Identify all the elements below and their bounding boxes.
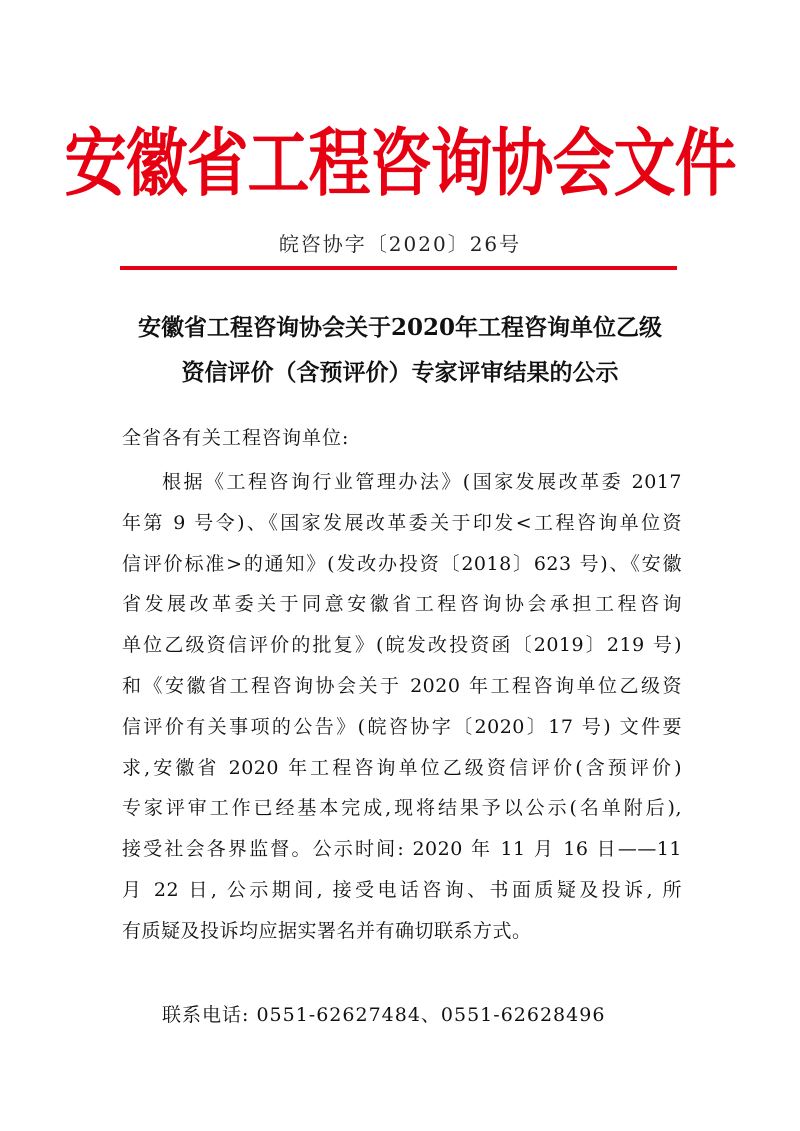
body-line: 根据《工程咨询行业管理办法》(国家发展改革委 2017 <box>162 471 682 493</box>
body-paragraph <box>122 462 682 952</box>
letterhead-title: 安徽省工程咨询协会文件 <box>64 120 736 207</box>
contact-phone: 联系电话: 0551-62627484、0551-62628496 <box>162 1004 606 1026</box>
red-separator-line <box>120 266 677 270</box>
body-line: 有质疑及投诉均应据实署名并有确切联系方式。 <box>122 919 532 942</box>
body-line: 省发展改革委关于同意安徽省工程咨询协会承担工程咨询 <box>122 593 682 616</box>
notice-title-line-2: 资信评价（含预评价）专家评审结果的公示 <box>181 359 619 386</box>
body-line: 月 22 日, 公示期间, 接受电话咨询、书面质疑及投诉, 所 <box>122 878 682 901</box>
body-line: 信评价有关事项的公告》(皖咨协字〔2020〕17 号) 文件要 <box>122 715 682 738</box>
body-line: 单位乙级资信评价的批复》(皖发改投资函〔2019〕219 号) <box>122 634 682 657</box>
body-line: 求,安徽省 2020 年工程咨询单位乙级资信评价(含预评价) <box>122 756 682 779</box>
body-line: 信评价标准>的通知》(发改办投资〔2018〕623 号)、《安徽 <box>122 552 682 575</box>
body-line: 专家评审工作已经基本完成,现将结果予以公示(名单附后), <box>122 797 682 820</box>
notice-title-line-1: 安徽省工程咨询协会关于2020年工程咨询单位乙级 <box>137 314 662 341</box>
body-line: 年第 9 号令)、《国家发展改革委关于印发<工程咨询单位资 <box>122 511 682 534</box>
body-line: 接受社会各界监督。公示时间: 2020 年 11 月 16 日——11 <box>122 838 682 861</box>
notice-title <box>100 305 700 395</box>
salutation: 全省各有关工程咨询单位: <box>122 427 350 449</box>
body-line: 和《安徽省工程咨询协会关于 2020 年工程咨询单位乙级资 <box>122 674 682 697</box>
document-number: 皖咨协字〔2020〕26号 <box>278 232 522 256</box>
